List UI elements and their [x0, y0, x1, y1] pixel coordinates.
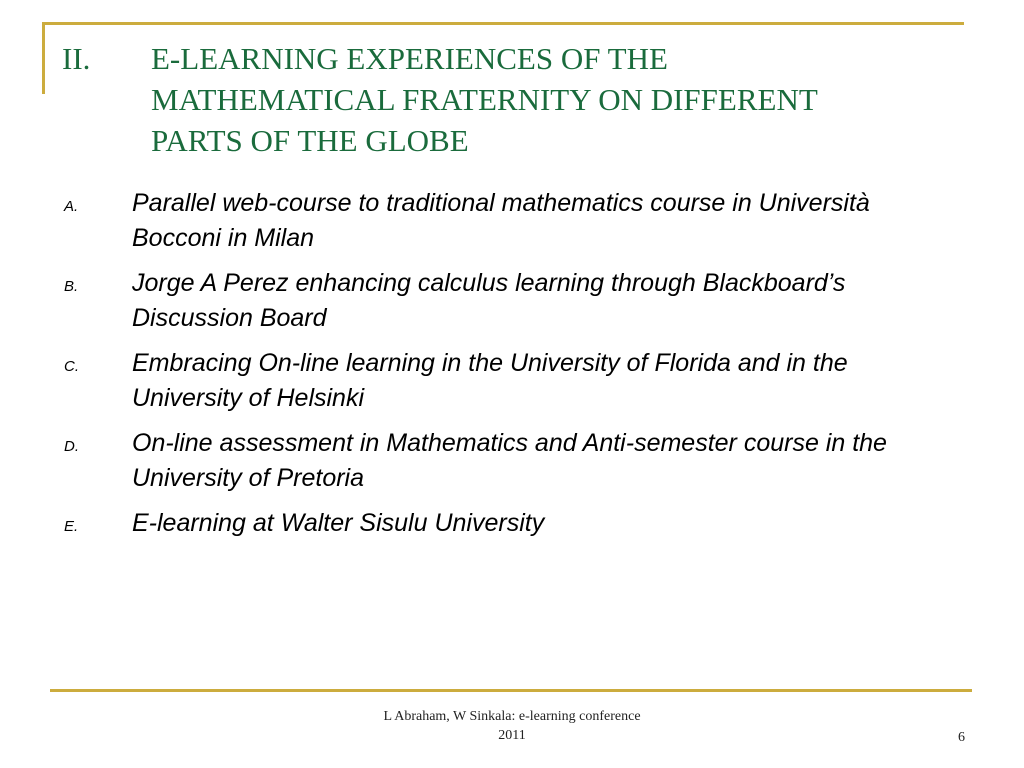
- item-marker: A.: [64, 198, 79, 215]
- footer-line-1: L Abraham, W Sinkala: e-learning conference: [383, 709, 641, 724]
- item-text: Jorge A Perez enhancing calculus learning through Blackboard’s Discussion Board: [132, 269, 846, 332]
- item-text: On-line assessment in Mathematics and Anti-semester course in the University of Pretoria: [132, 429, 887, 492]
- item-marker: D.: [64, 438, 79, 455]
- item-text: E-learning at Walter Sisulu University: [132, 509, 545, 537]
- footer-caption: [312, 707, 712, 745]
- slide-title: [62, 38, 962, 161]
- bottom-accent-rule: [50, 689, 972, 692]
- top-accent-rule: [42, 22, 964, 25]
- list-item: [64, 186, 974, 256]
- title-text: E-LEARNING EXPERIENCES OF THE MATHEMATICAL FRATERNITY ON DIFFERENT PARTS OF THE GLOBE: [151, 41, 818, 158]
- item-text: Embracing On-line learning in the University of Florida and in the University of Helsinki: [132, 349, 848, 412]
- item-marker: B.: [64, 278, 79, 295]
- footer-line-2: 2011: [498, 728, 526, 743]
- list-item: [64, 506, 974, 541]
- item-list: [64, 186, 974, 551]
- list-item: [64, 426, 974, 496]
- item-marker: E.: [64, 518, 79, 535]
- item-marker: C.: [64, 358, 79, 375]
- item-text: Parallel web-course to traditional mathematics course in Università Bocconi in Milan: [132, 189, 870, 252]
- list-item: [64, 266, 974, 336]
- title-number: II.: [62, 41, 91, 76]
- slide-number: 6: [958, 730, 965, 745]
- left-accent-rule: [42, 22, 45, 94]
- list-item: [64, 346, 974, 416]
